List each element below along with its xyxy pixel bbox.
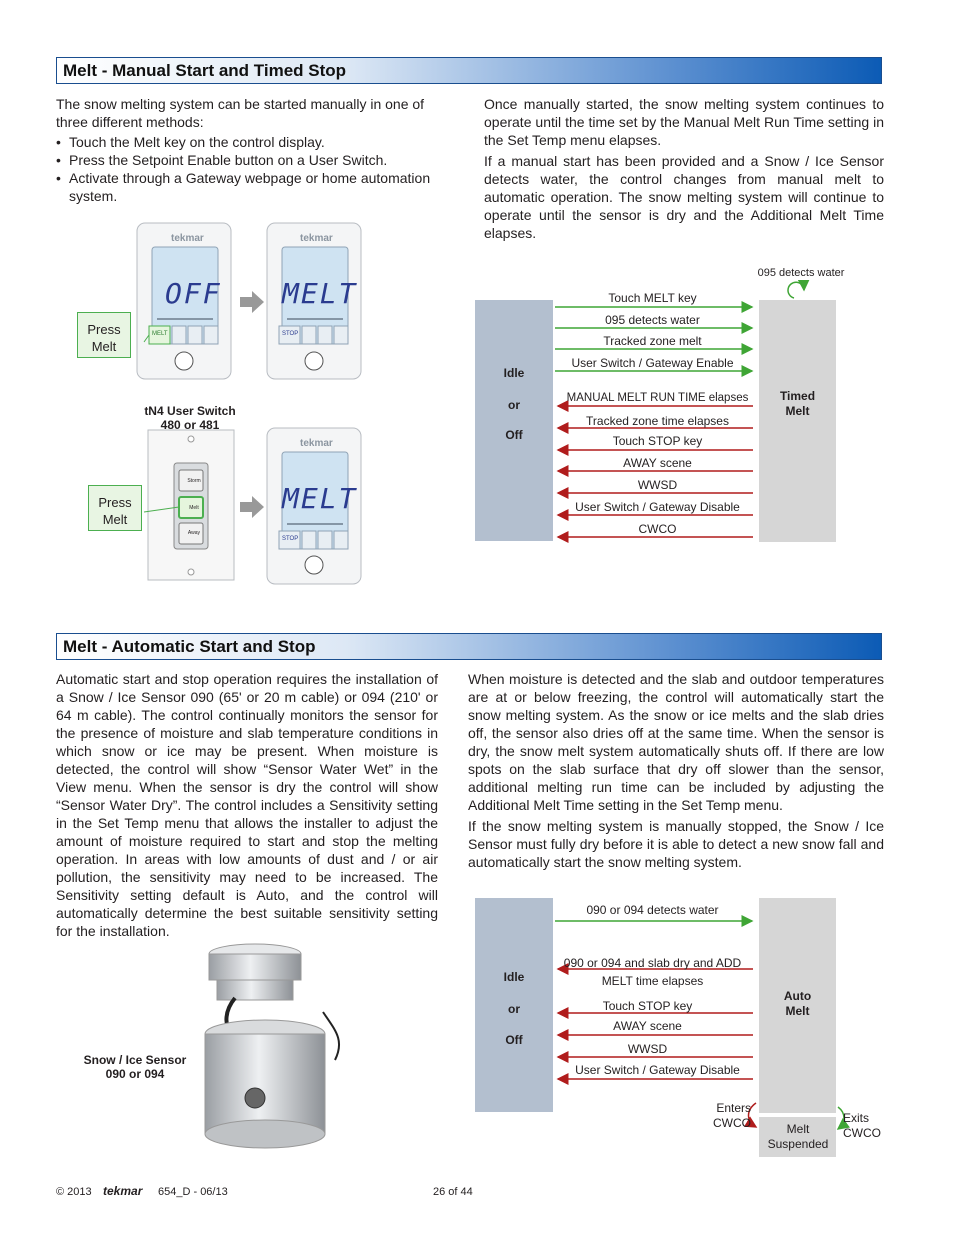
paragraph: If the snow melting system is manually stopped, the Snow / Ice Sensor must fully dry before it is able to detect a new snow fall and automatically start the snow melting system.: [468, 818, 884, 870]
section-header: [56, 57, 882, 84]
doc-number: 654_D - 06/13: [158, 1186, 228, 1198]
switch-button-melt: Melt: [189, 505, 199, 511]
switch-button-away: Away: [187, 530, 201, 536]
intro-text: [56, 95, 458, 134]
left-text: [56, 670, 438, 943]
transition-label: AWAY scene: [613, 1019, 682, 1033]
list-item: • Press the Setpoint Enable button on a User Switch.: [56, 151, 458, 169]
state-label: or: [508, 398, 520, 412]
stop-key: STOP: [282, 331, 299, 337]
paragraph: If a manual start has been provided and a Snow / Ice Sensor detects water, the control changes from manual melt to automatic operation. The snow melting system will continue to operate until the sensor is dry and the Additional Melt Time elapses.: [484, 153, 884, 241]
state-label: Off: [505, 1033, 523, 1047]
copyright: © 2013: [56, 1186, 92, 1198]
transition-label: 090 or 094 and slab dry and ADD MELT time elapses: [563, 956, 742, 988]
display-readout: MELT: [282, 482, 358, 515]
sensor-illustration: [195, 940, 355, 1160]
brand-logo: tekmar: [103, 1184, 143, 1198]
sensor-label: Snow / Ice Sensor 090 or 094: [83, 1053, 187, 1081]
tekmar-logo: tekmar: [300, 438, 333, 449]
page-number: 26 of 44: [433, 1186, 473, 1198]
state-label: Off: [505, 428, 523, 442]
transition-label: MANUAL MELT RUN TIME elapses: [566, 392, 749, 404]
state-label: Melt: [785, 1004, 810, 1018]
transition-label: 090 or 094 detects water: [586, 903, 719, 917]
right-text: [484, 95, 884, 245]
state-label: Melt: [785, 404, 810, 418]
state-label: Auto: [783, 989, 812, 1003]
paragraph: When moisture is detected and the slab and outdoor temperatures are at or below freezing, the control will automatically start the snow melting system. As the snow or ice melts and the slab dries off, the sensor also dries off at the same time. When the sensor is dry, the snow melt system automatically shuts off. If there are low spots on the slab surface that dry off slower than the sensor, additional melting run time can be included by adjusting the Additional Melt Time setting in the Set Temp menu.: [468, 671, 884, 813]
section-title: Melt - Automatic Start and Stop: [63, 637, 316, 656]
transition-label: Touch MELT key: [608, 291, 697, 305]
transition-label: User Switch / Gateway Disable: [575, 1063, 740, 1077]
transition-label: WWSD: [637, 478, 678, 492]
section-header: [56, 633, 882, 660]
press-melt-callout: Press Melt: [77, 312, 131, 358]
switch-button-storm: Storm: [187, 478, 201, 484]
state-label: Idle: [503, 366, 525, 380]
state-label: Melt Suspended: [767, 1122, 829, 1151]
transition-label: Touch STOP key: [602, 999, 693, 1013]
transition-label: User Switch / Gateway Enable: [571, 356, 734, 370]
state-idle-box: [475, 300, 553, 541]
tekmar-logo: tekmar: [171, 233, 204, 244]
transition-label: CWCO: [638, 522, 677, 536]
exits-cwco-label: Exits CWCO: [843, 1111, 881, 1140]
paragraph: Once manually started, the snow melting system continues to operate until the time set by the Manual Melt Run Time setting in the Set Temp menu elapses.: [484, 96, 884, 148]
transition-label: 095 detects water: [605, 313, 700, 327]
transition-label: User Switch / Gateway Disable: [575, 500, 740, 514]
list-item: • Touch the Melt key on the control display.: [56, 133, 458, 151]
transition-label: WWSD: [627, 1042, 668, 1056]
right-text: [468, 670, 884, 874]
paragraph: Automatic start and stop operation requires the installation of a Snow / Ice Sensor 090 (65' or 20 m cable) or 094 (210' or 64 m cable). The control continually monitors the sensor for the presence of moisture and slab temperature conditions in which snow or ice may be present. When moisture is detected, the control will show “Sensor Water Wet” in the View menu. When the sensor is dry the control will show “Sensor Water Dry”. The control includes a Sensitivity setting in the Set Temp menu that allows the installer to adjust the amount of moisture required to start and stop the melting operation. In areas with low amounts of dust and / or air pollution, the sensitivity may need to be increased. The Sensitivity setting default is Auto, and the control will automatically determine the best suitable sensitivity setting for the installation.: [56, 671, 438, 939]
transition-label: Tracked zone time elapses: [586, 414, 729, 428]
list-item: • Activate through a Gateway webpage or home automation system.: [56, 169, 458, 205]
enters-cwco-label: Enters CWCO: [713, 1101, 751, 1130]
method-list: [56, 133, 458, 205]
display-readout: MELT: [282, 277, 358, 310]
transition-label: Touch STOP key: [612, 434, 703, 448]
tekmar-logo: tekmar: [300, 233, 333, 244]
melt-key: MELT: [152, 331, 168, 337]
state-label: Idle: [503, 970, 525, 984]
stop-key: STOP: [282, 536, 299, 542]
state-label: or: [508, 1002, 520, 1016]
display-readout: OFF: [165, 277, 222, 310]
section-title: Melt - Manual Start and Timed Stop: [63, 61, 347, 80]
self-loop-label: 095 detects water: [757, 267, 845, 279]
transition-label: AWAY scene: [623, 456, 692, 470]
state-label: Timed: [779, 389, 816, 403]
transition-label: Tracked zone melt: [603, 334, 702, 348]
press-melt-callout: Press Melt: [88, 485, 142, 531]
user-switch-label: tN4 User Switch 480 or 481: [144, 404, 236, 432]
intro-paragraph: The snow melting system can be started manually in one of three different methods:: [56, 96, 425, 130]
